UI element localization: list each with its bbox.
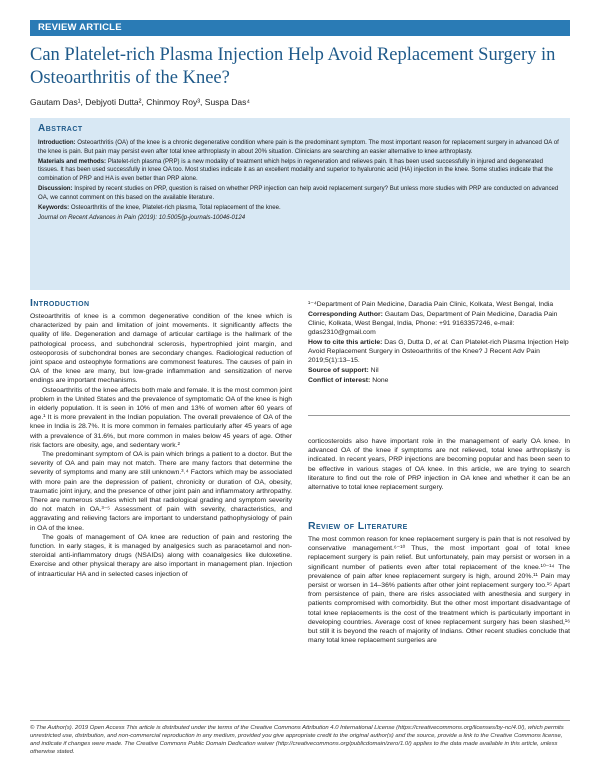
journal-citation: Journal on Recent Advances in Pain (2019): 10.5005/jp-journals-10046-0124 <box>38 213 246 221</box>
review-of-literature-heading: Review of Literature <box>308 520 408 532</box>
how-to-cite: How to cite this article: Das G, Dutta D, et al. Can Platelet-rich Plasma Injection Help Avoid Replacement Surgery in Osteoarthritis of the Knee? J Recent Adv Pain 2019;5(1):13–15. <box>308 339 569 364</box>
abstract-introduction: Introduction: Osteoarthritis (OA) of the knee is a chronic degenerative condition where pain is the predominant symptom. The most important reason for replacement surgery in advanced OA of the knee is pain. But pain may persist even after total knee arthroplasty in about 20% situation. Clinicians are searching an easier alternative to knee arthroplasty. <box>38 139 559 155</box>
article-type-label: REVIEW ARTICLE <box>38 22 122 33</box>
abstract-discussion: Discussion: Inspired by recent studies on PRP, question is raised on whether PRP injection can help avoid replacement surgery? But unless more studies with PRP are conducted on advanced OA, we cannot comment on this based on the available literature. <box>38 184 559 201</box>
corresponding-author: Corresponding Author: Gautam Das, Department of Pain Medicine, Daradia Pain Clinic, Kolkata, West Bengal, India, Phone: +91 9163357246, e-mail: gdas2310@gmail.com <box>308 311 558 336</box>
intro-paragraph: The goals of management of OA knee are reduction of pain and restoring the function. In early stages, it is managed by analgesics such as paracetamol and non-steroidal anti-inflammatory drugs (NSAIDs) along with coanalgesics like duloxetine. Exercise and other physical therapy are also important in management plan. Injection of intraarticular HA and in selected cases injection of <box>30 533 292 578</box>
review-body <box>308 535 570 645</box>
source-of-support: Source of support: Nil <box>308 367 379 374</box>
intro-paragraph: corticosteroids also have important role in the management of early OA knee. In advanced OA of the knee if symptoms are not relieved, total knee arthroplasty is indicated. In recent years, PRP injections are becoming popular and has been seen to be effective in various stages of OA knee. In this article, we are trying to search literature to find out the role of PRP injection in OA knee and whether it can be an alternative to total knee replacement surgery. <box>308 438 570 492</box>
abstract-box <box>30 118 570 290</box>
intro-paragraph: The predominant symptom of OA is pain which brings a patient to a doctor. But the severity of OA and pain may not match. There are many factors that determine the severity of symptoms and many are still unknown.³˒⁴ Factors which may be associated with more pain are the depression of patient, chronicity or duration of OA, obesity, traumatic joint injury, and the presence of other joint pain and inflammatory arthropathy. There are numerous studies which tell that radiological grading and symptom severity do not match in OA.³⁻⁵ Assessment of pain with severity, characteristics, and aggravating and relieving factors are important to understand pathophysiology of pain in OA of the knee. <box>30 451 292 532</box>
introduction-heading: Introduction <box>30 297 90 309</box>
affiliation-department: ¹⁻⁴Department of Pain Medicine, Daradia Pain Clinic, Kolkata, West Bengal, India <box>308 301 554 308</box>
intro-paragraph: Osteoarthritis of the knee affects both male and female. It is the most common joint problem in the United States and the prevalence of symptomatic OA of the knee is high in elderly population. It is seen in 10% of men and 13% of women after 60 years of age.¹ It is more prevalent in the Indian population. The overall prevalence of OA of the knee in India is 28.7%. It is more common in females particularly after 45 years of age with a prevalence of 31.6%, but more common in males below 45 years of age. Other risk factors are obesity, age, and sedentary work.² <box>30 386 292 449</box>
conflict-of-interest: Conflict of interest: None <box>308 377 389 384</box>
license-footer: © The Author(s). 2019 Open Access This article is distributed under the terms of the Creative Commons Attribution 4.0 International License (https://creativecommons.org/licenses/by-nc/4.0/), which permits unrestricted use, distribution, and non-commercial reproduction in any medium, provided you give appropriate credit to the original author(s) and the source, provide a link to the Creative Commons license, and indicate if changes were made. The Creative Commons Public Domain Dedication waiver (http://creativecommons.org/publicdomain/zero/1.0/) applies to the data made available in this article, unless otherwise stated. <box>30 725 564 756</box>
abstract-heading: Abstract <box>38 123 83 134</box>
abstract-keywords: Keywords: Osteoarthritis of the knee, Platelet-rich plasma, Total replacement of the knee. <box>38 203 281 211</box>
author-list: Gautam Das¹, Debjyoti Dutta², Chinmoy Roy³, Suspa Das⁴ <box>30 97 251 107</box>
article-title: Can Platelet-rich Plasma Injection Help Avoid Replacement Surgery in Osteoarthritis of the Knee? <box>30 45 556 88</box>
review-paragraph: The most common reason for knee replacement surgery is pain that is not resolved by conservative management.⁶⁻¹⁰ Thus, the most important goal of total knee replacement surgery is pain relief. But unfortunately, pain may persist or worsen in a significant number of patients even after total replacement of the knee.¹⁰⁻¹⁴ The prevalence of pain after knee replacement surgery is high, around 20%.¹¹ Pain may persist or worsen in 14–36% patients after other joint replacement surgery too.¹⁵ Apart from persistence of pain, there are risks associated with anesthesia and surgery in patients compromised with comorbidity. But the other most important disadvantage of total knee replacements is the cost of the treatment which is particularly important in developing countries. Average cost of knee replacement surgery has been slashed,¹⁶ but still it is beyond the reach of majority of Indians. Other recent studies conclude that many total knee replacement surgeries are <box>308 536 570 645</box>
author-affiliation-block <box>308 300 570 386</box>
introduction-continued <box>308 437 570 492</box>
abstract-methods: Materials and methods: Platelet-rich plasma (PRP) is a new modality of treatment which helps in regeneration and relieves pain. It has been used successfully in injured and degenerated tissues. It has been used successfully in knee OA too. Most studies indicate it as an excellent modality and superior to hyaluronic acid (HA) injection in the knee. Some studies indicate that the combination of PRP and HA is even better than PRP alone. <box>38 157 553 182</box>
introduction-body <box>30 312 292 579</box>
abstract-body <box>38 139 560 224</box>
footer-divider <box>30 720 570 721</box>
intro-paragraph: Osteoarthritis of knee is a common degenerative condition of the knee which is characterized by pain and limitation of joint movements. It significantly affects the quality of life. Degeneration and damage of articular cartilage is the hallmark of the pathological process, and subchondral sclerosis, hypertrophied joint margin, and osteoporosis of subchondral bones are secondary changes. Radiological reduction of joint space and osteophyte formations are commonest features. The causes of pain in OA of the knee are many, but low-grade inflammation and sensitization of nerve endings are important mechanisms. <box>30 313 292 385</box>
article-type-banner <box>30 20 570 36</box>
affiliation-divider <box>308 415 570 416</box>
